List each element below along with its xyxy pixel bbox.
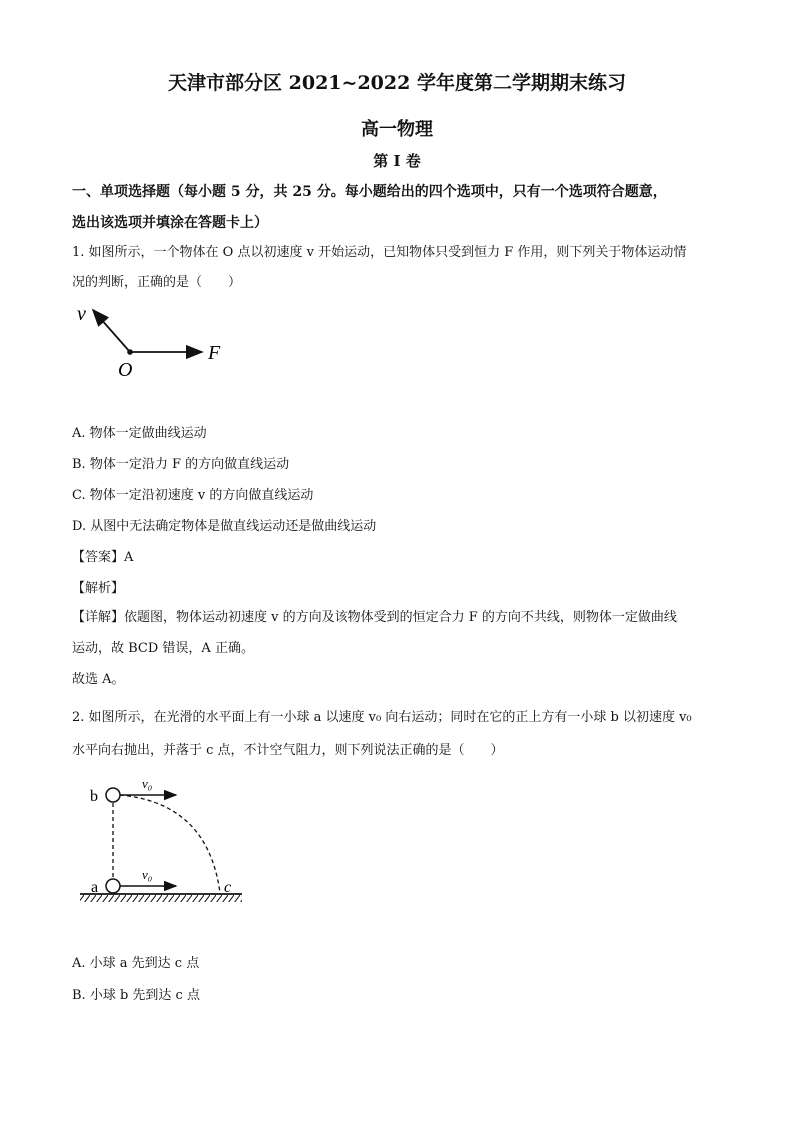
q2-stem-line1: 2. 如图所示，在光滑的水平面上有一小球 a 以速度 v₀ 向右运动；同时在它的正上方有一小球 b 以初速度 v₀ bbox=[72, 710, 692, 725]
page-title: 天津市部分区 2021~2022 学年度第二学期期末练习 bbox=[168, 72, 626, 94]
q1-answer: 【答案】A bbox=[72, 550, 134, 565]
subject-title: 高一物理 bbox=[361, 119, 433, 140]
label-f: F bbox=[208, 342, 221, 364]
q1-detail-line1: 【详解】依题图，物体运动初速度 v 的方向及该物体受到的恒定合力 F 的方向不共线，则物体一定做曲线 bbox=[72, 610, 677, 625]
q1-option-c: C. 物体一定沿初速度 v 的方向做直线运动 bbox=[72, 488, 314, 503]
q2-stem-line2: 水平向右抛出，并落于 c 点，不计空气阻力，则下列说法正确的是（ ） bbox=[72, 743, 504, 758]
ground-hatch bbox=[80, 895, 242, 902]
q1-conclusion: 故选 A。 bbox=[72, 672, 125, 687]
volume-title: 第 I 卷 bbox=[373, 152, 421, 170]
q2-option-b: B. 小球 b 先到达 c 点 bbox=[72, 988, 200, 1003]
q1-option-a: A. 物体一定做曲线运动 bbox=[72, 426, 207, 441]
point-o bbox=[127, 349, 133, 355]
label-v0-top: v₀ bbox=[142, 776, 153, 791]
ball-b bbox=[106, 788, 120, 802]
section-heading-line2: 选出该选项并填涂在答题卡上） bbox=[72, 215, 268, 231]
q1-analysis: 【解析】 bbox=[72, 581, 125, 596]
q1-stem-line1: 1. 如图所示，一个物体在 O 点以初速度 v 开始运动，已知物体只受到恒力 F 作用，则下列关于物体运动情 bbox=[72, 245, 687, 260]
velocity-arrow bbox=[93, 310, 130, 352]
label-v: v bbox=[77, 303, 86, 325]
trajectory-curve bbox=[120, 795, 220, 893]
q1-option-b: B. 物体一定沿力 F 的方向做直线运动 bbox=[72, 457, 290, 472]
label-v0-bottom: v₀ bbox=[142, 867, 153, 882]
label-b: b bbox=[90, 788, 98, 805]
q2-figure bbox=[78, 775, 248, 905]
label-o: O bbox=[118, 359, 133, 381]
label-a: a bbox=[91, 879, 99, 896]
q2-option-a: A. 小球 a 先到达 c 点 bbox=[72, 956, 200, 971]
q1-stem-line2: 况的判断，正确的是（ ） bbox=[72, 275, 242, 290]
q1-option-d: D. 从图中无法确定物体是做直线运动还是做曲线运动 bbox=[72, 519, 377, 534]
section-heading-line1: 一、单项选择题（每小题 5 分，共 25 分。每小题给出的四个选项中，只有一个选项符合题意， bbox=[72, 184, 667, 200]
label-c: c bbox=[224, 879, 232, 896]
q1-figure bbox=[70, 298, 250, 384]
ball-a bbox=[106, 879, 120, 893]
q1-detail-line2: 运动，故 BCD 错误，A 正确。 bbox=[72, 641, 254, 656]
